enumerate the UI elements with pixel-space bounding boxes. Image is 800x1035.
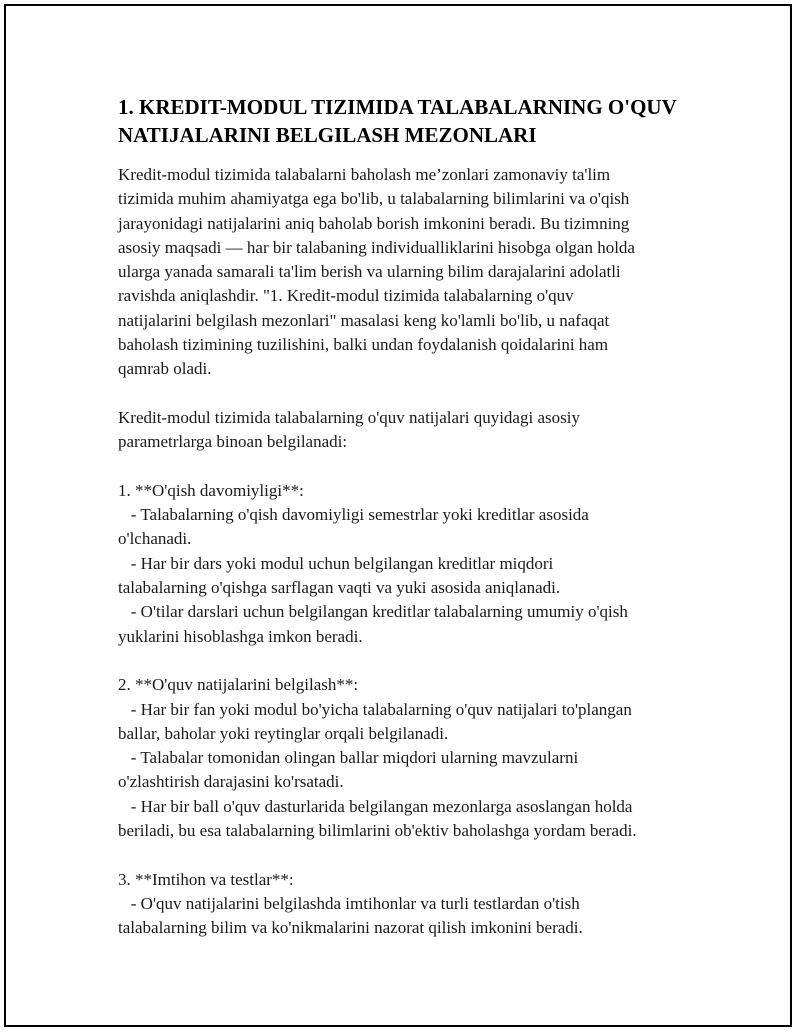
section-1: 1. **O'qish davomiyligi**: - Talabalarning o'qish davomiyligi semestrlar yoki kreditlar asosida o'lchanadi. - Har bir dars yoki modul uchun belgilangan kreditlar miqdori talabalarning o'qishga sarflagan vaqti va yuki asosida aniqlanadi. - O'tilar darslari uchun belgilangan kreditlar talabalarning umumiy o'qish yuklarini hisoblashga imkon beradi. [118,480,628,646]
lead-paragraph: Kredit-modul tizimida talabalarning o'quv natijalari quyidagi asosiy parametrlarga binoan belgilanadi: [118,407,580,452]
paragraph-gap [118,843,688,867]
document-title: 1. KREDIT-MODUL TIZIMIDA TALABALARNING O'QUV NATIJALARINI BELGILASH MEZONLARI [118,95,677,147]
paragraph-gap [118,455,688,479]
section-3: 3. **Imtihon va testlar**: - O'quv natijalarini belgilashda imtihonlar va turli testlardan o'tish talabalarning bilim va ko'nikmalarini nazorat qilish imkonini beradi. [118,869,583,938]
document-body [118,93,688,941]
paragraph-gap [118,649,688,673]
intro-paragraph: Kredit-modul tizimida talabalarni baholash me’zonlari zamonaviy ta'lim tizimida muhim ahamiyatga ega bo'lib, u talabalarning bilimlarini va o'qish jarayonidagi natijalarini aniq baholab borish imkonini beradi. Bu tizimning asosiy maqsadi — har bir talabaning individualliklarini hisobga olgan holda ularga yanada samarali ta'lim berish va ularning bilim darajalarini adolatli ravishda aniqlashdir. "1. Kredit-modul tizimida talabalarning o'quv natijalarini belgilash mezonlari" masalasi keng ko'lamli bo'lib, u nafaqat baholash tizimining tuzilishini, balki undan foydalanish qoidalarini ham qamrab oladi. [118,165,635,379]
section-2: 2. **O'quv natijalarini belgilash**: - Har bir fan yoki modul bo'yicha talabalarning o'quv natijalari to'plangan ballar, baholar yoki reytinglar orqali belgilanadi. - Talabalar tomonidan olingan ballar miqdori ularning mavzularni o'zlashtirish darajasini ko'rsatadi. - Har bir ball o'quv dasturlarida belgilangan mezonlarga asoslangan holda beriladi, bu esa talabalarning bilimlarini ob'ektiv baholashga yordam beradi. [118,675,637,841]
paragraph-gap [118,382,688,406]
